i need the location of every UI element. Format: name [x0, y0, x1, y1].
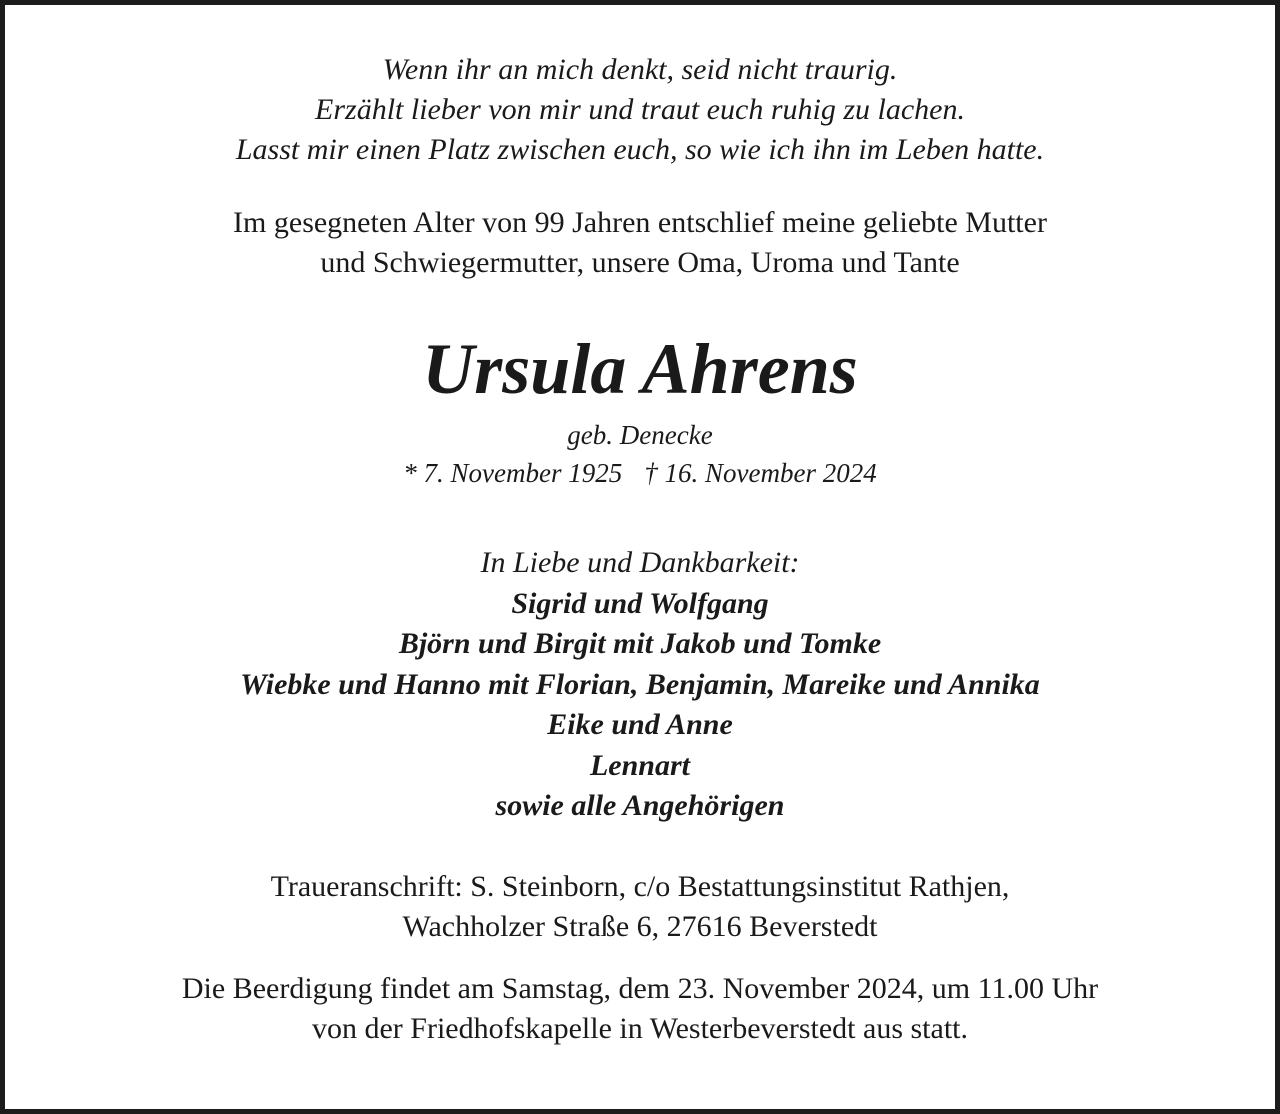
mourner-line: Björn und Birgit mit Jakob und Tomke — [398, 627, 882, 660]
mourner-line: sowie alle Angehörigen — [495, 789, 785, 822]
mourner-line: Eike und Anne — [547, 708, 733, 741]
birth-date: * 7. November 1925 — [403, 458, 623, 488]
mourner-line: Wiebke und Hanno mit Florian, Benjamin, Mareike und Annika — [240, 668, 1040, 701]
address-line-1: Traueranschrift: S. Steinborn, c/o Bestattungsinstitut Rathjen, — [270, 870, 1010, 903]
death-date: † 16. November 2024 — [644, 458, 877, 488]
poem-line-1: Wenn ihr an mich denkt, seid nicht traurig. — [382, 53, 898, 86]
announcement-line-1: Im gesegneten Alter von 99 Jahren entschlief meine geliebte Mutter — [233, 206, 1047, 239]
poem-line-2: Erzählt lieber von mir und traut euch ruhig zu lachen. — [315, 93, 965, 126]
funeral-line-1: Die Beerdigung findet am Samstag, dem 23. November 2024, um 11.00 Uhr — [181, 972, 1099, 1005]
life-dates — [5, 453, 1275, 493]
address-line-2: Wachholzer Straße 6, 27616 Beverstedt — [402, 910, 878, 943]
deceased-name: Ursula Ahrens — [422, 329, 858, 409]
mourners-intro: In Liebe und Dankbarkeit: — [480, 546, 800, 579]
funeral-line-2: von der Friedhofskapelle in Westerbeverstedt aus statt. — [311, 1012, 968, 1045]
mourner-line: Sigrid und Wolfgang — [511, 587, 769, 620]
poem-line-3: Lasst mir einen Platz zwischen euch, so wie ich ihn im Leben hatte. — [235, 133, 1045, 166]
mourner-line: Lennart — [589, 749, 691, 782]
announcement-line-2: und Schwiegermutter, unsere Oma, Uroma und Tante — [320, 246, 960, 279]
maiden-name: geb. Denecke — [567, 420, 713, 450]
